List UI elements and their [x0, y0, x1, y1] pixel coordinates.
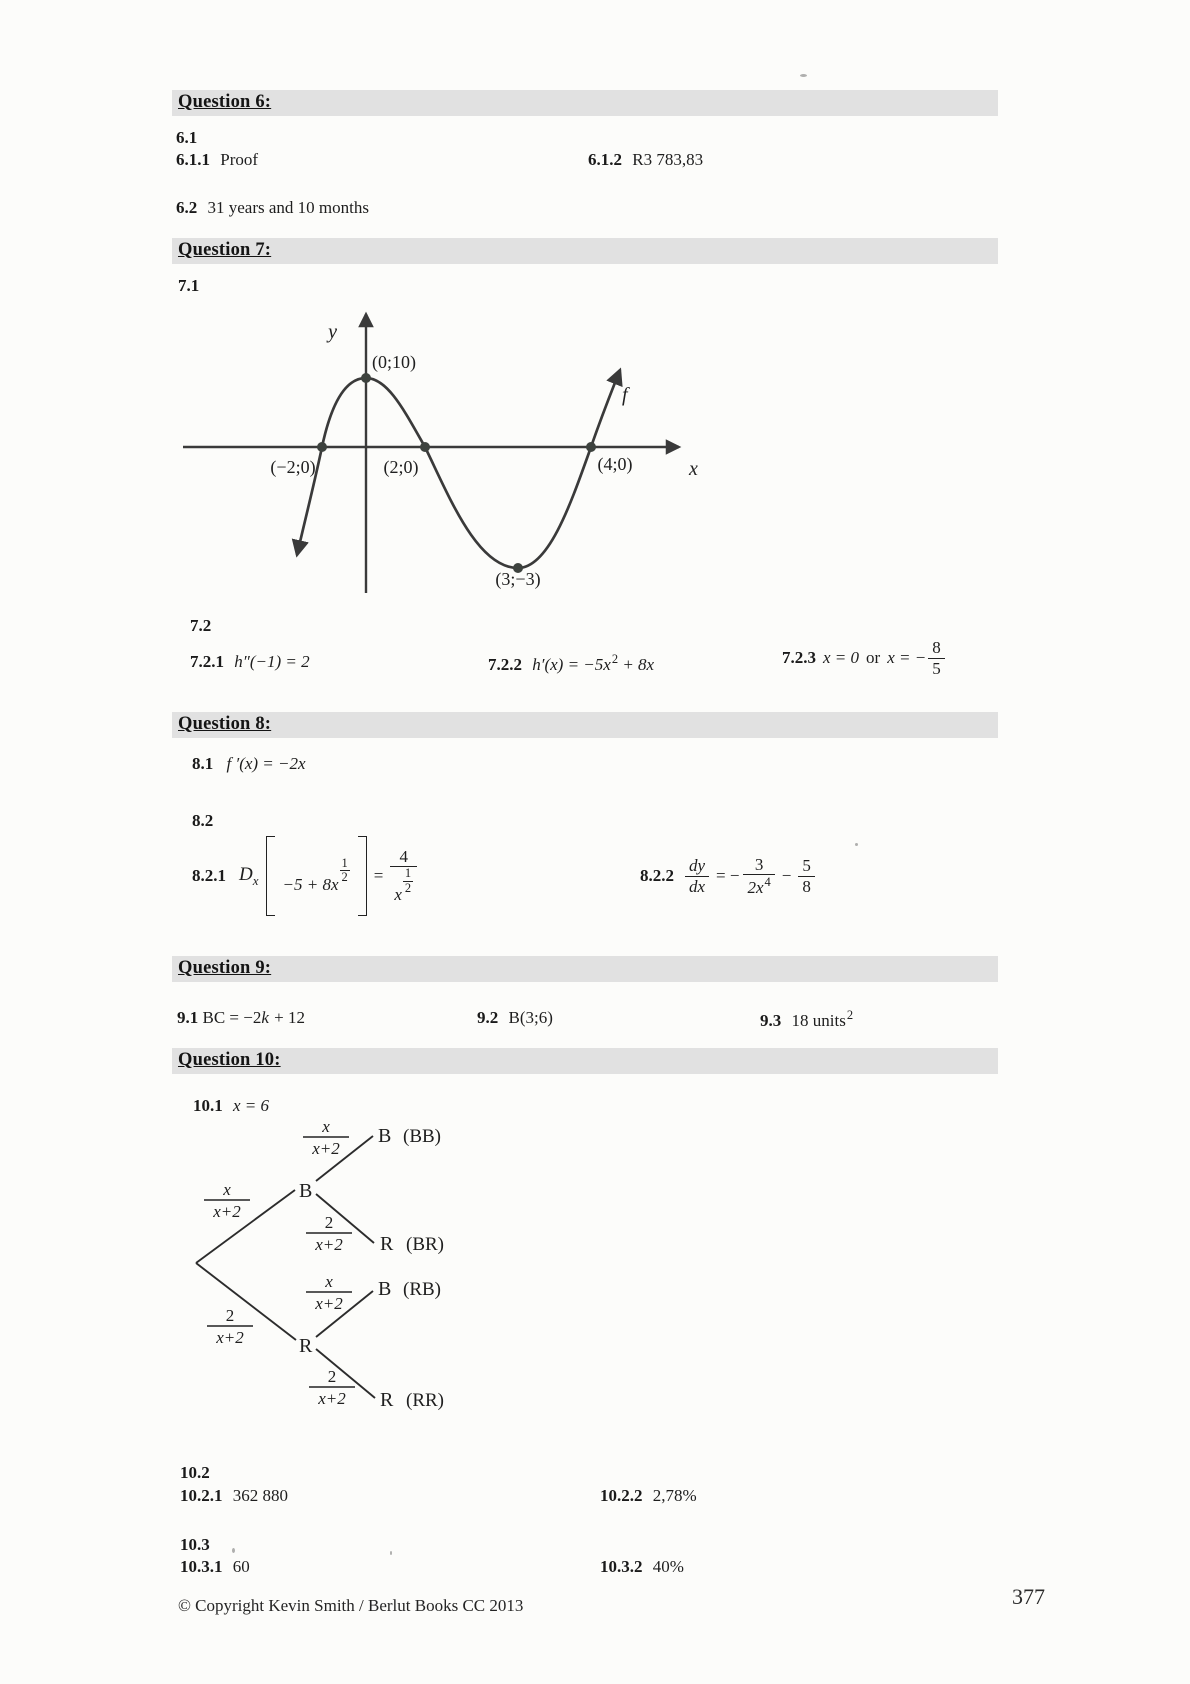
question-9-bar: [172, 956, 998, 982]
item-6-1-1: [176, 150, 258, 170]
result-numerator: 4: [390, 847, 417, 867]
item-6-1-1-label: 6.1.1: [176, 150, 210, 169]
item-7-2-label: 7.2: [190, 616, 212, 635]
label-y-intercept: (0;10): [372, 352, 416, 372]
expression-base: −5 + 8x: [282, 875, 339, 895]
item-9-3: [760, 1008, 853, 1031]
scan-artifact: [232, 1548, 235, 1553]
fraction-denominator: x+2: [312, 1139, 340, 1158]
right-bracket: [358, 836, 367, 916]
copyright-footer: © Copyright Kevin Smith / Berlut Books CC 2013: [178, 1596, 524, 1615]
answer-7-2-1: h″(−1) = 2: [234, 652, 310, 671]
item-10-3-1: [180, 1557, 250, 1577]
answer-6-1-1: Proof: [220, 150, 259, 169]
item-9-2: [477, 1008, 553, 1028]
fraction-denominator: x+2: [318, 1389, 346, 1408]
minus-sign: −: [781, 866, 792, 885]
result-denominator: [390, 867, 417, 904]
question-6-header: Question 6:: [178, 92, 272, 112]
question-7-header: Question 7:: [178, 240, 272, 260]
leaf-outcome-br: (BR): [406, 1234, 444, 1255]
operator-subscript: x: [252, 872, 259, 888]
scan-artifact: [390, 1551, 392, 1555]
derivative-numerator: dy: [685, 856, 709, 876]
item-8-1-label: 8.1: [192, 754, 214, 773]
answer-9-2: B(3;6): [508, 1008, 553, 1027]
question-10-header: Question 10:: [178, 1050, 281, 1070]
cubic-curve: [297, 370, 620, 568]
denominator-exponent-denominator: 2: [404, 880, 412, 895]
item-7-2: [190, 616, 211, 636]
answer-7-2-2-exponent: 2: [611, 652, 619, 666]
answer-10-2-1: 362 880: [232, 1486, 288, 1505]
probability-tree-diagram: [185, 1095, 515, 1425]
fraction-denominator: x+2: [213, 1202, 241, 1221]
leaf-node-rb: B: [378, 1278, 392, 1300]
question-7-bar: [172, 238, 998, 264]
bracket-expression: [282, 857, 351, 895]
cubic-function-graph: [175, 300, 715, 600]
first-term-den-exponent: 4: [764, 875, 771, 889]
answer-6-1-2: R3 783,83: [632, 150, 704, 169]
fraction-denominator: 5: [932, 658, 941, 678]
leaf-node-bb: B: [378, 1125, 392, 1147]
leaf-outcome-rr: (RR): [406, 1390, 444, 1411]
differential-operator: [239, 864, 259, 889]
fraction-numerator: 2: [225, 1306, 235, 1325]
item-10-3-2: [600, 1557, 684, 1577]
label-root-3: (4;0): [597, 454, 633, 474]
answer-7-2-3-or: or: [866, 648, 881, 667]
item-7-1: [178, 276, 199, 296]
item-10-2-1-label: 10.2.1: [180, 1486, 223, 1505]
second-term-fraction: [798, 856, 815, 895]
item-9-1-label: 9.1: [177, 1008, 199, 1027]
leaf-node-rr: R: [380, 1389, 394, 1411]
item-10-3: [180, 1535, 210, 1555]
answer-10-2-2: 2,78%: [652, 1486, 697, 1505]
derivative-fraction: [685, 856, 709, 895]
result-fraction: [390, 847, 417, 904]
point-dot-root-3: [586, 442, 596, 452]
answer-9-1-var: k: [261, 1008, 269, 1027]
denominator-exponent-fraction: [403, 867, 413, 894]
answer-10-3-2: 40%: [652, 1557, 684, 1576]
scan-artifact: [855, 843, 858, 846]
curve-label-f: f: [622, 384, 628, 406]
answer-7-2-2-pre: h′(x) = −5x: [532, 655, 611, 674]
first-term-denominator: [743, 875, 774, 897]
exponent-denominator: 2: [341, 870, 348, 885]
question-8-header: Question 8:: [178, 714, 272, 734]
item-6-2-label: 6.2: [176, 198, 198, 217]
item-6-1-label: 6.1: [176, 128, 198, 147]
leaf-node-br: R: [380, 1233, 394, 1255]
item-10-2: [180, 1463, 210, 1483]
item-10-1-label: 10.1: [193, 1096, 223, 1115]
probability-label-rb: [306, 1272, 352, 1313]
item-10-3-2-label: 10.3.2: [600, 1557, 643, 1576]
branch-root-to-b: [196, 1190, 295, 1263]
label-root-2: (2;0): [383, 457, 419, 477]
item-9-3-label: 9.3: [760, 1011, 782, 1030]
answer-7-2-3-part2: x = −: [887, 648, 927, 667]
item-8-2: [192, 811, 213, 831]
item-8-2-2: [640, 838, 815, 914]
item-7-2-2: [488, 652, 654, 675]
left-bracket: [266, 836, 275, 916]
denominator-base: x: [394, 885, 402, 905]
tree-node-b: B: [299, 1180, 313, 1202]
item-10-2-2: [600, 1486, 697, 1506]
answer-9-1-pre: BC = −2: [202, 1008, 262, 1027]
first-term-fraction: [743, 855, 774, 897]
item-9-1: [177, 1008, 305, 1028]
denominator-exponent-numerator: 1: [404, 866, 412, 881]
answer-10-1: x = 6: [233, 1096, 270, 1115]
y-axis-label: y: [328, 321, 337, 343]
label-root-1: (−2;0): [270, 457, 316, 477]
probability-label-first-red: [207, 1306, 253, 1347]
first-term-den-base: 2x: [747, 878, 764, 897]
answer-7-2-3-part1: x = 0: [823, 648, 860, 667]
answer-10-3-1: 60: [232, 1557, 250, 1576]
probability-label-rr: [309, 1367, 355, 1408]
item-10-2-2-label: 10.2.2: [600, 1486, 643, 1505]
fraction-numerator: x: [325, 1272, 333, 1291]
item-7-2-3: [782, 630, 945, 686]
branch-root-to-r: [196, 1263, 296, 1340]
equals-minus: = −: [716, 866, 740, 885]
equals-sign: =: [373, 866, 384, 885]
item-8-2-2-label: 8.2.2: [640, 866, 674, 885]
item-10-2-label: 10.2: [180, 1463, 210, 1482]
leaf-outcome-rb: (RB): [403, 1279, 441, 1300]
item-7-2-1: [190, 652, 310, 672]
question-8-bar: [172, 712, 998, 738]
fraction-denominator: x+2: [315, 1294, 343, 1313]
item-7-1-label: 7.1: [178, 276, 200, 295]
second-term-denominator: 8: [802, 876, 811, 896]
item-8-2-1: [192, 836, 417, 916]
fraction-denominator: x+2: [315, 1235, 343, 1254]
item-7-2-2-label: 7.2.2: [488, 655, 522, 674]
fraction-numerator: 8: [928, 638, 945, 658]
label-local-min: (3;−3): [495, 569, 541, 589]
fraction-numerator: x: [223, 1180, 231, 1199]
item-10-3-1-label: 10.3.1: [180, 1557, 223, 1576]
answer-9-1-post: + 12: [274, 1008, 305, 1027]
probability-label-bb: [303, 1117, 349, 1158]
item-6-1: [176, 128, 197, 148]
point-dot-root-1: [317, 442, 327, 452]
fraction-denominator: x+2: [216, 1328, 244, 1347]
question-10-bar: [172, 1048, 998, 1074]
item-8-1: [192, 754, 306, 774]
exponent-fraction: [340, 857, 350, 884]
tree-node-r: R: [299, 1335, 313, 1357]
answer-9-3: 18 units: [791, 1011, 846, 1030]
second-term-numerator: 5: [798, 856, 815, 876]
item-6-1-2: [588, 150, 703, 170]
answer-6-2: 31 years and 10 months: [207, 198, 369, 217]
answer-7-2-3-fraction: [928, 638, 945, 677]
probability-label-first-blue: [204, 1180, 250, 1221]
item-7-2-1-label: 7.2.1: [190, 652, 224, 671]
item-6-1-2-label: 6.1.2: [588, 150, 622, 169]
point-dot-root-2: [420, 442, 430, 452]
fraction-numerator: x: [322, 1117, 330, 1136]
question-9-header: Question 9:: [178, 958, 272, 978]
leaf-outcome-bb: (BB): [403, 1126, 441, 1147]
first-term-numerator: 3: [743, 855, 774, 875]
item-10-2-1: [180, 1486, 288, 1506]
item-6-2: [176, 198, 369, 218]
item-8-2-label: 8.2: [192, 811, 214, 830]
fraction-numerator: 2: [327, 1367, 337, 1386]
question-6-bar: [172, 90, 998, 116]
operator-d: D: [239, 863, 253, 885]
point-dot-y-intercept: [361, 373, 371, 383]
x-axis-label: x: [689, 458, 698, 480]
exponent-numerator: 1: [341, 855, 348, 870]
derivative-denominator: dx: [689, 876, 706, 896]
item-8-2-1-label: 8.2.1: [192, 866, 226, 885]
item-10-3-label: 10.3: [180, 1535, 210, 1554]
answer-7-2-2-post: + 8x: [622, 655, 655, 674]
item-7-2-3-label: 7.2.3: [782, 648, 816, 667]
scan-artifact: [800, 74, 807, 77]
page-number: 377: [1012, 1584, 1045, 1609]
fraction-numerator: 2: [324, 1213, 334, 1232]
item-9-2-label: 9.2: [477, 1008, 499, 1027]
answer-9-3-exponent: 2: [846, 1008, 854, 1022]
answer-8-1: f ′(x) = −2x: [226, 754, 306, 773]
